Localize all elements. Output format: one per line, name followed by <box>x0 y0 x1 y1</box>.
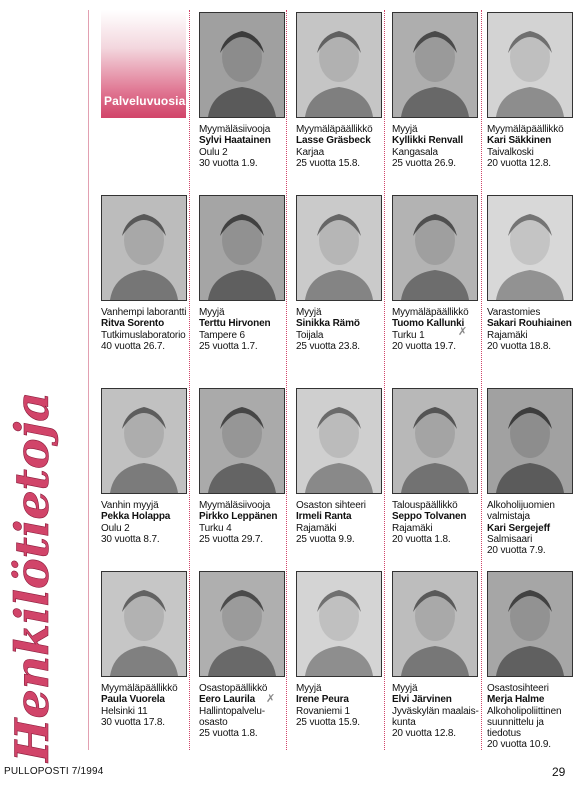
person-name: Irene Peura <box>296 694 349 706</box>
location: Rajamäki <box>487 329 528 341</box>
person-name: Irmeli Ranta <box>296 511 352 523</box>
job-title: Talouspäällikkö <box>392 500 458 511</box>
location: Karjaa <box>296 146 325 158</box>
publication-name: PULLOPOSTI 7/1994 <box>4 766 104 777</box>
person-card <box>199 12 291 169</box>
job-title: Myymäläsiivooja <box>199 500 271 511</box>
service-years: 30 vuotta 17.8. <box>101 716 165 728</box>
person-name: Pekka Holappa <box>101 511 171 523</box>
person-name: Seppo Tolvanen <box>392 511 467 523</box>
location: Turku 1 <box>392 329 425 341</box>
service-years: 25 vuotta 15.8. <box>296 157 360 169</box>
service-years: 25 vuotta 9.9. <box>296 533 355 545</box>
portrait-photo <box>199 12 285 118</box>
job-title: Vanhempi laborantti <box>101 307 187 318</box>
location: Rajamäki <box>296 522 337 534</box>
portrait-photo <box>487 195 573 301</box>
person-name: Terttu Hirvonen <box>199 318 271 330</box>
person-name: Paula Vuorela <box>101 694 165 706</box>
service-years: 25 vuotta 29.7. <box>199 533 263 545</box>
person-name: Merja Halme <box>487 694 545 706</box>
location: Rovaniemi 1 <box>296 705 350 717</box>
job-title: Myyjä <box>392 124 418 135</box>
person-name: Tuomo Kallunki <box>392 318 465 330</box>
person-name: Kari Sergejeff <box>487 522 550 534</box>
location: Helsinki 11 <box>101 705 148 717</box>
location: Toijala <box>296 329 324 341</box>
person-name: Kyllikki Renvall <box>392 135 463 147</box>
service-years: 20 vuotta 10.9. <box>487 739 551 751</box>
portrait-photo <box>296 388 382 494</box>
job-title: Osaston sihteeri <box>296 500 366 511</box>
service-years: 20 vuotta 12.8. <box>392 728 456 740</box>
service-years: 25 vuotta 26.9. <box>392 157 456 169</box>
person-card <box>487 12 577 169</box>
person-card <box>101 195 193 352</box>
person-card <box>487 388 577 556</box>
job-title: Myymäläpäällikkö <box>487 124 564 135</box>
portrait-photo <box>392 195 478 301</box>
job-title: Myyjä <box>392 683 418 694</box>
job-title: Osastosihteeri <box>487 683 549 694</box>
service-years: 20 vuotta 18.8. <box>487 340 551 352</box>
person-card <box>487 571 577 751</box>
section-title <box>4 188 66 772</box>
location: Oulu 2 <box>199 146 228 158</box>
location: Taivalkoski <box>487 146 534 158</box>
section-title-text: Henkilötietoja <box>5 391 59 762</box>
location: Turku 4 <box>199 522 232 534</box>
person-card <box>296 12 388 169</box>
location: Tampere 6 <box>199 329 245 341</box>
job-title: Osastopäällikkö <box>199 683 268 694</box>
pencil-mark: ✗ <box>458 326 468 338</box>
service-years: 30 vuotta 1.9. <box>199 157 258 169</box>
service-years: 25 vuotta 1.7. <box>199 340 258 352</box>
job-title: Varastomies <box>487 307 541 318</box>
job-title: Myyjä <box>296 307 322 318</box>
job-title: Myyjä <box>199 307 225 318</box>
job-title: Alkoholijuomien valmistaja <box>487 500 555 523</box>
person-name: Kari Säkkinen <box>487 135 552 147</box>
job-title: Vanhin myyjä <box>101 500 159 511</box>
service-years: 20 vuotta 7.9. <box>487 545 546 557</box>
service-years: 25 vuotta 15.9. <box>296 716 360 728</box>
job-title: Myymäläpäällikkö <box>296 124 373 135</box>
portrait-photo <box>392 12 478 118</box>
person-name: Sakari Rouhiainen <box>487 318 572 330</box>
service-years: 20 vuotta 12.8. <box>487 157 551 169</box>
person-name: Sinikka Rämö <box>296 318 360 330</box>
location: Hallintopalvelu-osasto <box>199 705 265 728</box>
page-number: 29 <box>552 765 566 779</box>
person-card <box>199 388 291 545</box>
person-card <box>392 195 484 352</box>
pencil-mark: ✗ <box>266 693 276 705</box>
person-card <box>101 571 193 728</box>
service-years: 20 vuotta 19.7. <box>392 340 456 352</box>
location: Rajamäki <box>392 522 433 534</box>
portrait-photo <box>199 571 285 677</box>
job-title: Myyjä <box>296 683 322 694</box>
margin-rule <box>88 10 89 750</box>
portrait-photo <box>392 388 478 494</box>
person-card <box>101 388 193 545</box>
person-card <box>392 388 484 545</box>
job-title: Myymäläsiivooja <box>199 124 271 135</box>
service-years: 30 vuotta 8.7. <box>101 533 160 545</box>
person-name: Elvi Järvinen <box>392 694 452 706</box>
portrait-photo <box>487 12 573 118</box>
service-years: 40 vuotta 26.7. <box>101 340 165 352</box>
location: Kangasala <box>392 146 438 158</box>
portrait-photo <box>487 571 573 677</box>
portrait-photo <box>296 195 382 301</box>
person-name: Eero Laurila <box>199 694 255 706</box>
person-name: Lasse Gräsbeck <box>296 135 371 147</box>
portrait-photo <box>199 388 285 494</box>
portrait-photo <box>101 571 187 677</box>
person-card <box>392 12 484 169</box>
person-card <box>199 571 291 739</box>
person-card <box>199 195 291 352</box>
job-title: Myymäläpäällikkö <box>101 683 178 694</box>
location: Tutkimuslaboratorio <box>101 329 186 341</box>
portrait-photo <box>199 195 285 301</box>
person-name: Sylvi Haatainen <box>199 135 271 147</box>
portrait-photo <box>101 195 187 301</box>
person-card <box>487 195 577 352</box>
job-title: Myymäläpäällikkö <box>392 307 469 318</box>
person-card <box>296 195 388 352</box>
person-card <box>392 571 484 739</box>
portrait-photo <box>296 571 382 677</box>
person-name: Ritva Sorento <box>101 318 165 330</box>
band-label: Palveluvuosia <box>104 94 186 108</box>
portrait-photo <box>392 571 478 677</box>
location: Oulu 2 <box>101 522 130 534</box>
person-card <box>296 388 388 545</box>
person-card <box>296 571 388 728</box>
service-years: 25 vuotta 1.8. <box>199 728 258 740</box>
person-name: Pirkko Leppänen <box>199 511 278 523</box>
location: Salmisaari <box>487 533 533 545</box>
location: Alkoholipoliittinen suunnittelu ja tiedotus <box>487 705 562 740</box>
portrait-photo <box>101 388 187 494</box>
portrait-photo <box>487 388 573 494</box>
service-years: 25 vuotta 23.8. <box>296 340 360 352</box>
portrait-photo <box>296 12 382 118</box>
service-years: 20 vuotta 1.8. <box>392 533 451 545</box>
location: Jyväskylän maalais-kunta <box>392 705 479 728</box>
